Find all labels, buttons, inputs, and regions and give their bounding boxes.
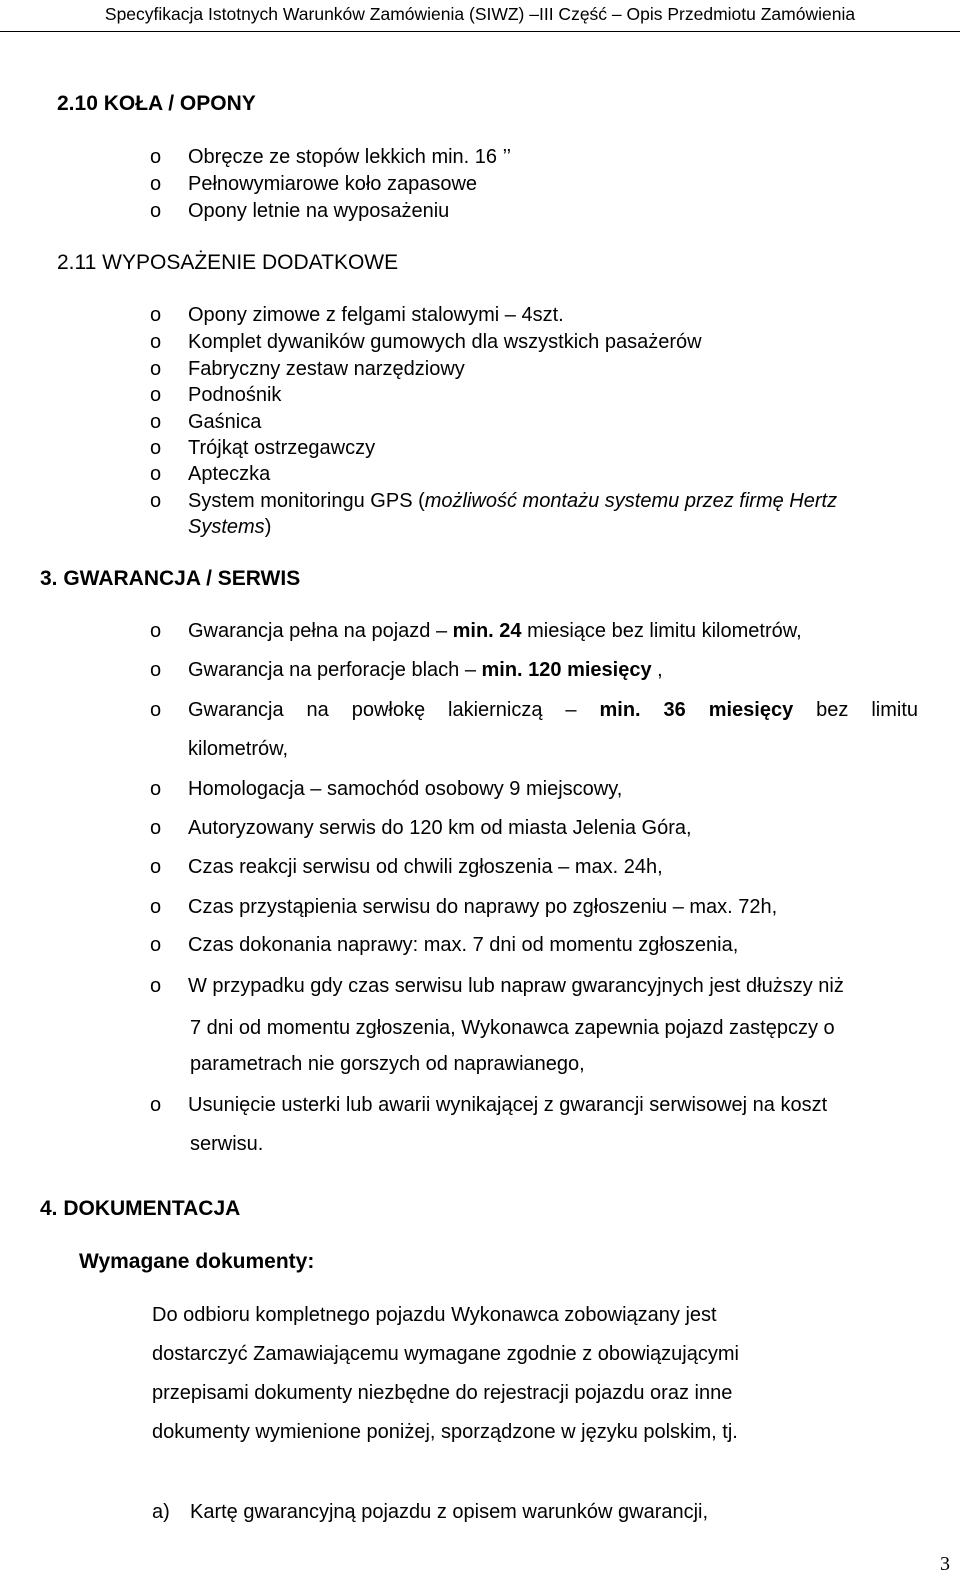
service-item: W przypadku gdy czas serwisu lub napraw gwarancyjnych jest dłuższy niż [188,975,844,997]
bullet-icon: o [150,1094,162,1116]
bullet-icon: o [150,173,162,195]
list-item: Kartę gwarancyjną pojazdu z opisem warunków gwarancji, [190,1501,709,1523]
bullet-icon: o [150,411,162,433]
list-item: Opony zimowe z felgami stalowymi – 4szt. [188,304,564,326]
list-item: Trójkąt ostrzegawczy [188,437,376,459]
list-item: Podnośnik [188,384,282,406]
document-header: Specyfikacja Istotnych Warunków Zamówienia (SIWZ) –III Część – Opis Przedmiotu Zamówienia [104,4,856,24]
bullet-icon: o [150,358,162,380]
service-item: Autoryzowany serwis do 120 km od miasta Jelenia Góra, [188,817,692,839]
bullet-icon: o [150,331,162,353]
bullet-icon: o [150,620,162,642]
paragraph-line: Do odbioru kompletnego pojazdu Wykonawca zobowiązany jest [152,1304,717,1326]
bullet-icon: o [150,304,162,326]
paragraph-line: dokumenty wymienione poniżej, sporządzone w języku polskim, tj. [152,1421,738,1443]
service-item: Homologacja – samochód osobowy 9 miejscowy, [188,778,623,800]
list-item: Pełnowymiarowe koło zapasowe [188,173,478,195]
list-item: Apteczka [188,463,271,485]
service-item-continued: parametrach nie gorszych od naprawianego, [190,1053,585,1075]
warranty-item: Gwarancja na perforacje blach – min. 120 miesięcy , [188,659,663,681]
list-item: Gaśnica [188,411,262,433]
bullet-icon: o [150,659,162,681]
list-item: Obręcze ze stopów lekkich min. 16 ’’ [188,146,512,168]
list-item: Fabryczny zestaw narzędziowy [188,358,465,380]
bullet-icon: o [150,146,162,168]
bullet-icon: o [150,817,162,839]
bullet-icon: o [150,463,162,485]
warranty-item: Gwarancja pełna na pojazd – min. 24 miesiące bez limitu kilometrów, [188,620,802,642]
list-marker: a) [152,1501,170,1523]
list-item: Opony letnie na wyposażeniu [188,200,450,222]
bullet-icon: o [150,778,162,800]
page-number: 3 [940,1553,950,1575]
section-heading-3: 3. GWARANCJA / SERWIS [40,567,301,590]
required-documents-heading: Wymagane dokumenty: [79,1250,315,1273]
warranty-item: Gwarancja na powłokę lakierniczą – min. 36 miesięcy bez limitu [188,699,918,721]
bullet-icon: o [150,384,162,406]
bullet-icon: o [150,934,162,956]
bullet-icon: o [150,856,162,878]
bullet-icon: o [150,490,162,512]
section-heading-2-11: 2.11 WYPOSAŻENIE DODATKOWE [57,251,399,274]
service-item-continued: serwisu. [190,1133,264,1155]
service-item: Czas przystąpienia serwisu do naprawy po zgłoszeniu – max. 72h, [188,896,778,918]
list-item-gps-continued: Systems) [188,516,272,538]
header-divider [0,31,960,32]
bullet-icon: o [150,975,162,997]
bullet-icon: o [150,699,162,721]
warranty-item-continued: kilometrów, [188,738,289,760]
section-heading-4: 4. DOKUMENTACJA [40,1197,241,1220]
bullet-icon: o [150,896,162,918]
service-item: Czas reakcji serwisu od chwili zgłoszenia – max. 24h, [188,856,663,878]
section-heading-2-10: 2.10 KOŁA / OPONY [57,92,256,115]
paragraph-line: dostarczyć Zamawiającemu wymagane zgodnie z obowiązującymi [152,1343,739,1365]
list-item-gps: System monitoringu GPS (możliwość montażu systemu przez firmę Hertz [188,490,838,512]
service-item: Czas dokonania naprawy: max. 7 dni od momentu zgłoszenia, [188,934,739,956]
service-item: Usunięcie usterki lub awarii wynikającej z gwarancji serwisowej na koszt [188,1094,828,1116]
paragraph-line: przepisami dokumenty niezbędne do rejestracji pojazdu oraz inne [152,1382,733,1404]
bullet-icon: o [150,200,162,222]
bullet-icon: o [150,437,162,459]
service-item-continued: 7 dni od momentu zgłoszenia, Wykonawca zapewnia pojazd zastępczy o [190,1017,835,1039]
list-item: Komplet dywaników gumowych dla wszystkich pasażerów [188,331,702,353]
